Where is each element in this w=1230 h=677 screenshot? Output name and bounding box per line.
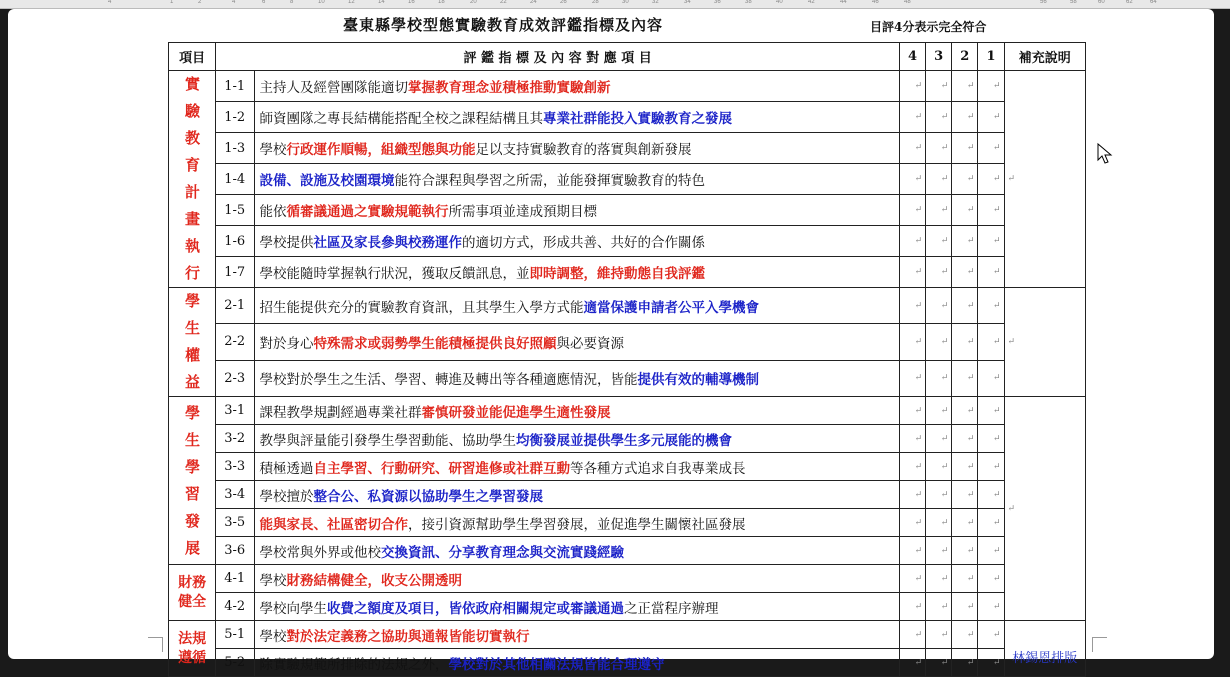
item-text-segment: 學校 bbox=[259, 572, 287, 589]
item-text-segment: 能符合課程與學習之所需，並能發揮實驗教育的特色 bbox=[394, 173, 705, 189]
score-cell[interactable]: ↵ bbox=[952, 509, 978, 537]
item-text bbox=[255, 360, 900, 396]
item-text bbox=[255, 565, 900, 593]
item-number: 3-3 bbox=[216, 453, 255, 481]
table-row bbox=[169, 164, 1086, 195]
score-cell[interactable]: ↵ bbox=[899, 164, 925, 195]
item-number: 3-1 bbox=[216, 397, 255, 425]
item-text-segment: 之正當程序辦理 bbox=[623, 600, 719, 617]
item-text bbox=[255, 133, 900, 164]
item-text bbox=[255, 71, 900, 102]
item-text-segment: 主持人及經營團隊能適切 bbox=[259, 80, 408, 96]
item-text-segment: 的適切方式，形成共善、共好的合作關係 bbox=[461, 235, 705, 251]
item-text bbox=[255, 509, 900, 537]
score-cell[interactable]: ↵ bbox=[952, 537, 978, 565]
item-text-segment: 學校向學生 bbox=[259, 600, 327, 617]
item-text bbox=[255, 593, 900, 621]
item-text-segment: 學校能隨時掌握執行狀況，獲取反饋訊息，並 bbox=[259, 266, 530, 282]
table-header-row bbox=[169, 43, 1086, 71]
score-cell[interactable]: ↵ bbox=[952, 565, 978, 593]
item-text-segment: 所需事項並達成預期目標 bbox=[448, 204, 597, 220]
score-cell[interactable]: ↵ bbox=[926, 565, 952, 593]
item-highlight: 學校對於其他相關法規皆能合理遵守 bbox=[448, 656, 665, 673]
item-highlight: 適當保護申請者公平入學機會 bbox=[583, 299, 759, 316]
item-number: 2-1 bbox=[216, 288, 255, 324]
score-cell[interactable]: ↵ bbox=[899, 226, 925, 257]
item-text-segment: 積極透過 bbox=[259, 460, 314, 477]
score-cell[interactable]: ↵ bbox=[899, 453, 925, 481]
score-cell[interactable]: ↵ bbox=[952, 257, 978, 288]
table-body bbox=[169, 71, 1086, 677]
item-number: 4-2 bbox=[216, 593, 255, 621]
score-cell[interactable]: ↵ bbox=[978, 324, 1004, 360]
item-number: 2-2 bbox=[216, 324, 255, 360]
score-cell[interactable]: ↵ bbox=[978, 565, 1004, 593]
score-cell[interactable]: ↵ bbox=[899, 133, 925, 164]
score-cell[interactable]: ↵ bbox=[926, 102, 952, 133]
table-row bbox=[169, 133, 1086, 164]
table-row bbox=[169, 288, 1086, 324]
score-cell[interactable]: ↵ bbox=[926, 133, 952, 164]
crop-mark bbox=[148, 637, 163, 652]
score-cell[interactable]: ↵ bbox=[899, 360, 925, 396]
item-text bbox=[255, 425, 900, 453]
item-text-segment: 除實驗規範所排除的法規之外， bbox=[259, 656, 449, 673]
score-cell[interactable]: ↵ bbox=[952, 226, 978, 257]
item-text-segment: ，接引資源幫助學生學習發展，並促進學生關懷社區發展 bbox=[407, 516, 746, 533]
item-highlight: 能與家長、社區密切合作 bbox=[259, 516, 408, 533]
item-highlight: 設備、設施及校園環境 bbox=[259, 173, 395, 189]
item-text-segment: 學校對於學生之生活、學習、轉進及轉出等各種適應情況，皆能 bbox=[259, 372, 638, 389]
table-row bbox=[169, 226, 1086, 257]
document-page bbox=[8, 9, 1214, 673]
score-cell[interactable]: ↵ bbox=[978, 397, 1004, 425]
item-text-segment: 等各種方式追求自我專業成長 bbox=[569, 460, 746, 477]
item-text bbox=[255, 621, 900, 649]
item-highlight: 社區及家長參與校務運作 bbox=[313, 235, 462, 251]
score-cell[interactable]: ↵ bbox=[978, 133, 1004, 164]
item-text-segment: 師資團隊之專長結構能搭配全校之課程結構且其 bbox=[259, 111, 543, 127]
section-label: 學生權益 bbox=[169, 288, 216, 397]
score-cell[interactable]: ↵ bbox=[899, 195, 925, 226]
score-cell[interactable]: ↵ bbox=[978, 226, 1004, 257]
score-cell[interactable]: ↵ bbox=[952, 649, 978, 677]
score-cell[interactable]: ↵ bbox=[952, 360, 978, 396]
score-cell[interactable]: ↵ bbox=[952, 621, 978, 649]
score-cell[interactable]: ↵ bbox=[899, 324, 925, 360]
score-cell[interactable]: ↵ bbox=[978, 195, 1004, 226]
score-cell[interactable]: ↵ bbox=[899, 102, 925, 133]
item-number: 1-1 bbox=[216, 71, 255, 102]
score-cell[interactable]: ↵ bbox=[978, 593, 1004, 621]
score-cell[interactable]: ↵ bbox=[978, 509, 1004, 537]
score-cell[interactable]: ↵ bbox=[899, 397, 925, 425]
header-remarks: 補充說明 bbox=[1004, 43, 1085, 71]
remarks-cell[interactable]: ↵ bbox=[1004, 397, 1085, 621]
score-cell[interactable]: ↵ bbox=[952, 397, 978, 425]
item-highlight: 掌握教育理念並積極推動實驗創新 bbox=[407, 80, 611, 96]
score-cell[interactable]: ↵ bbox=[899, 288, 925, 324]
item-text bbox=[255, 288, 900, 324]
item-number: 3-5 bbox=[216, 509, 255, 537]
item-number: 1-7 bbox=[216, 257, 255, 288]
score-cell[interactable]: ↵ bbox=[952, 425, 978, 453]
item-text bbox=[255, 453, 900, 481]
score-cell[interactable]: ↵ bbox=[899, 425, 925, 453]
item-highlight: 行政運作順暢，組織型態與功能 bbox=[286, 142, 476, 158]
item-text bbox=[255, 195, 900, 226]
score-cell[interactable]: ↵ bbox=[952, 593, 978, 621]
item-text-segment: 學校 bbox=[259, 142, 287, 158]
scoring-note: 目評4分表示完全符合 bbox=[870, 20, 987, 34]
score-cell[interactable]: ↵ bbox=[952, 71, 978, 102]
item-text-segment: 對於身心 bbox=[259, 335, 314, 352]
score-cell[interactable]: ↵ bbox=[952, 453, 978, 481]
item-number: 1-2 bbox=[216, 102, 255, 133]
table-row bbox=[169, 257, 1086, 288]
table-row bbox=[169, 324, 1086, 360]
table-row bbox=[169, 649, 1086, 677]
score-cell[interactable]: ↵ bbox=[926, 226, 952, 257]
header-score-3: 3 bbox=[926, 43, 952, 71]
item-text bbox=[255, 397, 900, 425]
item-number: 5-2 bbox=[216, 649, 255, 677]
item-highlight: 審慎研發並能促進學生適性發展 bbox=[421, 404, 611, 421]
table-row bbox=[169, 397, 1086, 425]
table-row bbox=[169, 102, 1086, 133]
item-number: 3-6 bbox=[216, 537, 255, 565]
score-cell[interactable]: ↵ bbox=[926, 71, 952, 102]
score-cell[interactable]: ↵ bbox=[978, 649, 1004, 677]
table-row bbox=[169, 360, 1086, 396]
table-row bbox=[169, 453, 1086, 481]
item-number: 2-3 bbox=[216, 360, 255, 396]
item-highlight: 自主學習、行動研究、研習進修或社群互動 bbox=[313, 460, 570, 477]
score-cell[interactable]: ↵ bbox=[899, 565, 925, 593]
header-score-2: 2 bbox=[952, 43, 978, 71]
item-text bbox=[255, 537, 900, 565]
score-cell[interactable]: ↵ bbox=[978, 537, 1004, 565]
score-cell[interactable]: ↵ bbox=[899, 481, 925, 509]
score-cell[interactable]: ↵ bbox=[926, 593, 952, 621]
sign-off-text: 林錫恩排版 bbox=[1012, 650, 1078, 666]
header-score-1: 1 bbox=[978, 43, 1004, 71]
score-cell[interactable]: ↵ bbox=[952, 102, 978, 133]
score-cell[interactable]: ↵ bbox=[926, 649, 952, 677]
section-label: 學生學習發展 bbox=[169, 397, 216, 565]
item-number: 1-6 bbox=[216, 226, 255, 257]
remarks-cell[interactable]: ↵ bbox=[1004, 288, 1085, 397]
item-highlight: 交換資訊、分享教育理念與交流實踐經驗 bbox=[380, 544, 624, 561]
item-text-segment: 足以支持實驗教育的落實與創新發展 bbox=[475, 142, 692, 158]
score-cell[interactable]: ↵ bbox=[978, 288, 1004, 324]
item-number: 3-2 bbox=[216, 425, 255, 453]
score-cell[interactable]: ↵ bbox=[926, 453, 952, 481]
document-title: 臺東縣學校型態實驗教育成效評鑑指標及內容 bbox=[343, 16, 664, 34]
score-cell[interactable]: ↵ bbox=[926, 164, 952, 195]
item-text bbox=[255, 324, 900, 360]
score-cell[interactable]: ↵ bbox=[926, 360, 952, 396]
score-cell[interactable]: ↵ bbox=[978, 453, 1004, 481]
item-highlight: 財務結構健全，收支公開透明 bbox=[286, 572, 462, 589]
table-row bbox=[169, 425, 1086, 453]
item-text-segment: 學校擅於 bbox=[259, 488, 314, 505]
table-row bbox=[169, 509, 1086, 537]
item-highlight: 對於法定義務之協助與通報皆能切實執行 bbox=[286, 628, 530, 645]
table-row bbox=[169, 481, 1086, 509]
score-cell[interactable]: ↵ bbox=[899, 649, 925, 677]
item-highlight: 專業社群能投入實驗教育之發展 bbox=[542, 111, 732, 127]
score-cell[interactable]: ↵ bbox=[952, 481, 978, 509]
item-number: 3-4 bbox=[216, 481, 255, 509]
crop-mark bbox=[1092, 637, 1107, 652]
item-text bbox=[255, 102, 900, 133]
table-row bbox=[169, 593, 1086, 621]
score-cell[interactable]: ↵ bbox=[926, 509, 952, 537]
score-cell[interactable]: ↵ bbox=[978, 257, 1004, 288]
score-cell[interactable]: ↵ bbox=[952, 324, 978, 360]
item-text-segment: 招生能提供充分的實驗教育資訊，且其學生入學方式能 bbox=[259, 299, 584, 316]
item-text bbox=[255, 257, 900, 288]
table-row bbox=[169, 71, 1086, 102]
item-text bbox=[255, 226, 900, 257]
header-category: 項目 bbox=[169, 43, 216, 71]
item-highlight: 均衡發展並提供學生多元展能的機會 bbox=[515, 432, 732, 449]
table-row bbox=[169, 195, 1086, 226]
score-cell[interactable]: ↵ bbox=[926, 537, 952, 565]
table-row bbox=[169, 537, 1086, 565]
item-highlight: 提供有效的輔導機制 bbox=[637, 372, 759, 389]
score-cell[interactable]: ↵ bbox=[899, 593, 925, 621]
score-cell[interactable]: ↵ bbox=[926, 324, 952, 360]
score-cell[interactable]: ↵ bbox=[899, 537, 925, 565]
score-cell[interactable]: ↵ bbox=[978, 102, 1004, 133]
mouse-cursor-icon bbox=[1097, 143, 1113, 165]
item-text bbox=[255, 649, 900, 677]
header-content: 評 鑑 指 標 及 內 容 對 應 項 目 bbox=[216, 43, 900, 71]
item-number: 1-5 bbox=[216, 195, 255, 226]
item-number: 5-1 bbox=[216, 621, 255, 649]
item-highlight: 整合公、私資源以協助學生之學習發展 bbox=[313, 488, 543, 505]
score-cell[interactable]: ↵ bbox=[952, 288, 978, 324]
score-cell[interactable]: ↵ bbox=[952, 164, 978, 195]
item-text bbox=[255, 481, 900, 509]
score-cell[interactable]: ↵ bbox=[978, 621, 1004, 649]
score-cell[interactable]: ↵ bbox=[899, 257, 925, 288]
item-text bbox=[255, 164, 900, 195]
score-cell[interactable]: ↵ bbox=[926, 481, 952, 509]
score-cell[interactable]: ↵ bbox=[926, 288, 952, 324]
item-highlight: 收費之額度及項目，皆依政府相關規定或審議通過 bbox=[326, 600, 624, 617]
item-text-segment: 與必要資源 bbox=[556, 335, 624, 352]
score-cell[interactable]: ↵ bbox=[899, 71, 925, 102]
item-text-segment: 學校常與外界或他校 bbox=[259, 544, 381, 561]
sign-off-cell bbox=[1004, 621, 1085, 677]
ruler: 4 1 2 4 6 8 10 12 14 16 18 20 22 24 26 28 30 32 34 36 38 40 42 44 46 48 56 58 60 62 64 bbox=[0, 0, 1230, 9]
score-cell[interactable]: ↵ bbox=[926, 397, 952, 425]
score-cell[interactable]: ↵ bbox=[978, 425, 1004, 453]
score-cell[interactable]: ↵ bbox=[899, 509, 925, 537]
score-cell[interactable]: ↵ bbox=[978, 360, 1004, 396]
score-cell[interactable]: ↵ bbox=[978, 71, 1004, 102]
item-number: 1-4 bbox=[216, 164, 255, 195]
item-number: 4-1 bbox=[216, 565, 255, 593]
score-cell[interactable]: ↵ bbox=[952, 195, 978, 226]
section-label: 法規遵循 bbox=[169, 621, 216, 677]
score-cell[interactable]: ↵ bbox=[926, 257, 952, 288]
item-text-segment: 能依 bbox=[259, 204, 287, 220]
item-text-segment: 學校提供 bbox=[259, 235, 314, 251]
score-cell[interactable]: ↵ bbox=[926, 195, 952, 226]
section-label: 財務健全 bbox=[169, 565, 216, 621]
score-cell[interactable]: ↵ bbox=[926, 425, 952, 453]
item-text-segment: 學校 bbox=[259, 628, 287, 645]
header-score-4: 4 bbox=[899, 43, 925, 71]
item-text-segment: 課程教學規劃經過專業社群 bbox=[259, 404, 422, 421]
item-number: 1-3 bbox=[216, 133, 255, 164]
score-cell[interactable]: ↵ bbox=[926, 621, 952, 649]
item-highlight: 即時調整，維持動態自我評鑑 bbox=[529, 266, 705, 282]
score-cell[interactable]: ↵ bbox=[952, 133, 978, 164]
item-highlight: 循審議通過之實驗規範執行 bbox=[286, 204, 449, 220]
section-label: 實驗教育計畫執行 bbox=[169, 71, 216, 288]
score-cell[interactable]: ↵ bbox=[978, 481, 1004, 509]
table-row bbox=[169, 565, 1086, 593]
table-row bbox=[169, 621, 1086, 649]
item-highlight: 特殊需求或弱勢學生能積極提供良好照顧 bbox=[313, 335, 557, 352]
remarks-cell[interactable]: ↵ bbox=[1004, 71, 1085, 288]
score-cell[interactable]: ↵ bbox=[899, 621, 925, 649]
evaluation-table bbox=[168, 42, 1086, 677]
item-text-segment: 教學與評量能引發學生學習動能、協助學生 bbox=[259, 432, 516, 449]
score-cell[interactable]: ↵ bbox=[978, 164, 1004, 195]
